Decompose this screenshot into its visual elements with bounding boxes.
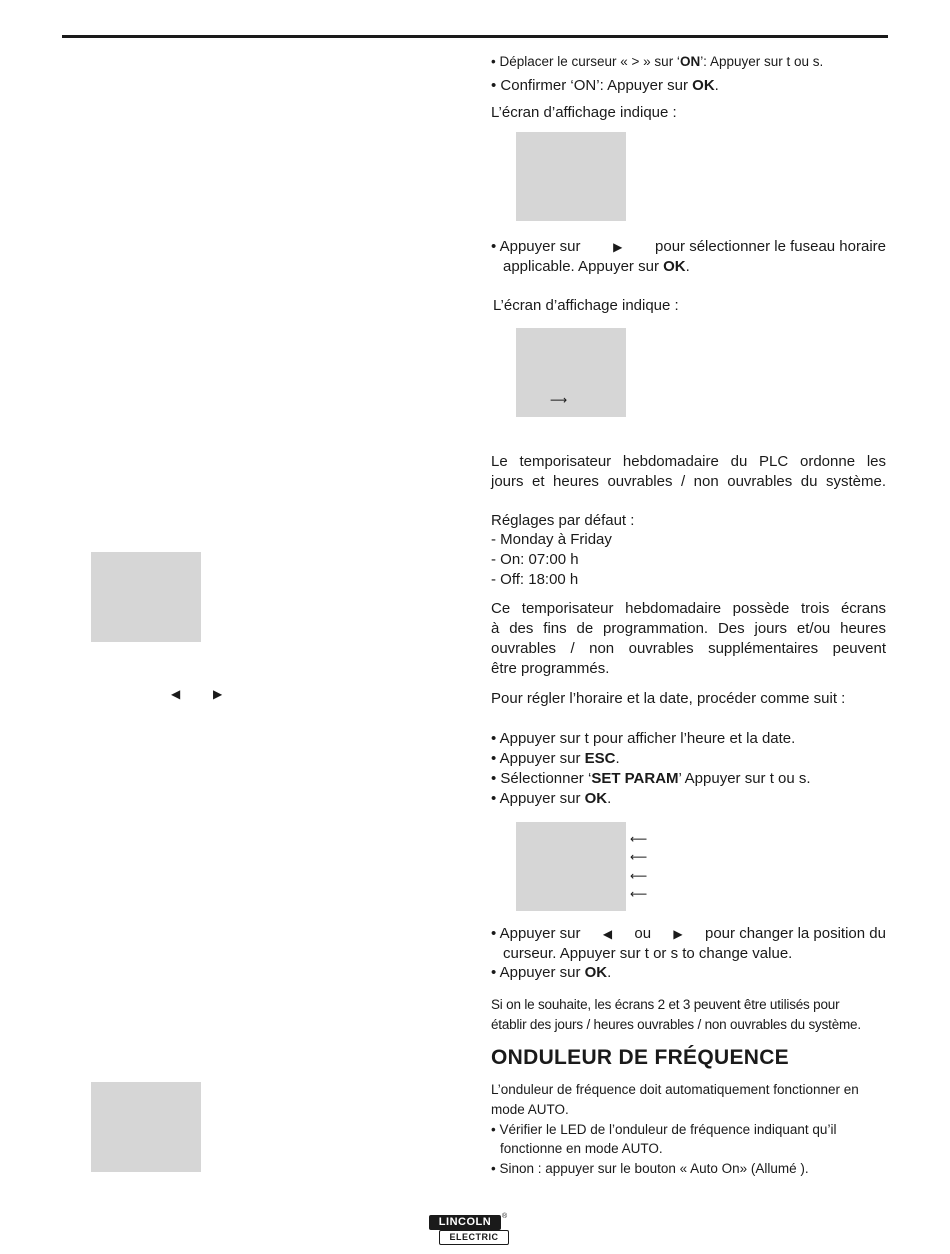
- arrow-right-icon: ▶: [673, 927, 683, 941]
- step-show-time: • Appuyer sur t pour afficher l’heure et la date.: [491, 730, 796, 747]
- step-change-cursor-line2: curseur. Appuyer sur t or s to change value.: [503, 945, 793, 962]
- screen-caption-2: L’écran d’affichage indique :: [493, 297, 679, 314]
- lincoln-electric-logo: [429, 1215, 509, 1245]
- instruction-timezone-line2: applicable. Appuyer sur OK.: [503, 258, 690, 275]
- step-select-set-param: • Sélectionner ‘SET PARAM’ Appuyer sur t ou s.: [491, 770, 811, 787]
- inverter-line4: fonctionne en mode AUTO.: [500, 1141, 663, 1156]
- pointer-arrow-icon: ⟵: [630, 869, 648, 883]
- display-screen-1: [516, 132, 626, 221]
- timer-screens-line2: à des fins de programmation. Des jours et/ou heures: [491, 620, 886, 637]
- logo-bottom: ELECTRIC: [439, 1230, 509, 1245]
- pointer-arrow-icon: ⟶: [550, 393, 568, 407]
- display-screen-3: [516, 822, 626, 911]
- pointer-arrow-icon: ⟵: [630, 887, 648, 901]
- left-display-image-2: [91, 1082, 201, 1172]
- instruction-move-cursor: • Déplacer le curseur « > » sur ‘ON’: Appuyer sur t ou s.: [491, 54, 824, 69]
- step-press-esc: • Appuyer sur ESC.: [491, 750, 620, 767]
- timer-screens-line4: être programmés.: [491, 660, 610, 677]
- arrow-left-icon: ◀: [171, 687, 181, 701]
- inverter-line1: L’onduleur de fréquence doit automatiquement fonctionner en: [491, 1082, 859, 1097]
- inverter-line3: • Vérifier le LED de l’onduleur de fréquence indiquant qu’il: [491, 1122, 837, 1137]
- display-screen-2: [516, 328, 626, 417]
- defaults-item: - On: 07:00 h: [491, 551, 579, 568]
- step-press-ok-final: • Appuyer sur OK.: [491, 964, 612, 981]
- instruction-confirm-on: • Confirmer ‘ON’: Appuyer sur OK.: [491, 77, 719, 94]
- logo-top: LINCOLN: [429, 1215, 501, 1230]
- step-change-cursor: • Appuyer sur ◀ ou ▶ pour changer la position du: [491, 925, 886, 942]
- pointer-arrow-icon: ⟵: [630, 832, 648, 846]
- step-press-ok: • Appuyer sur OK.: [491, 790, 612, 807]
- left-display-image-1: [91, 552, 201, 642]
- arrow-right-icon: ▶: [213, 687, 223, 701]
- inverter-line5: • Sinon : appuyer sur le bouton « Auto On» (Allumé ).: [491, 1161, 809, 1176]
- instruction-timezone: • Appuyer sur ▶ pour sélectionner le fuseau horaire: [491, 238, 886, 255]
- set-time-intro: Pour régler l’horaire et la date, procéder comme suit :: [491, 690, 846, 707]
- defaults-title: Réglages par défaut :: [491, 512, 635, 529]
- note-line2: établir des jours / heures ouvrables / non ouvrables du système.: [491, 1017, 861, 1032]
- defaults-item: - Monday à Friday: [491, 531, 612, 548]
- pointer-arrow-icon: ⟵: [630, 850, 648, 864]
- inverter-line2: mode AUTO.: [491, 1102, 569, 1117]
- arrow-right-icon: ▶: [613, 240, 623, 254]
- timer-description-line1: Le temporisateur hebdomadaire du PLC ordonne les: [491, 453, 886, 470]
- arrow-left-icon: ◀: [602, 927, 613, 941]
- logo-registered: ®: [502, 1213, 508, 1220]
- timer-screens-line3: ouvrables / non ouvrables supplémentaires peuvent: [491, 640, 886, 657]
- defaults-item: - Off: 18:00 h: [491, 571, 579, 588]
- timer-description-line2: jours et heures ouvrables / non ouvrables du système.: [491, 473, 886, 490]
- timer-screens-line1: Ce temporisateur hebdomadaire possède trois écrans: [491, 600, 886, 617]
- section-heading-inverter: ONDULEUR DE FRÉQUENCE: [491, 1046, 789, 1069]
- note-line1: Si on le souhaite, les écrans 2 et 3 peuvent être utilisés pour: [491, 997, 840, 1012]
- screen-caption-1: L’écran d’affichage indique :: [491, 104, 677, 121]
- header-rule: [62, 35, 888, 38]
